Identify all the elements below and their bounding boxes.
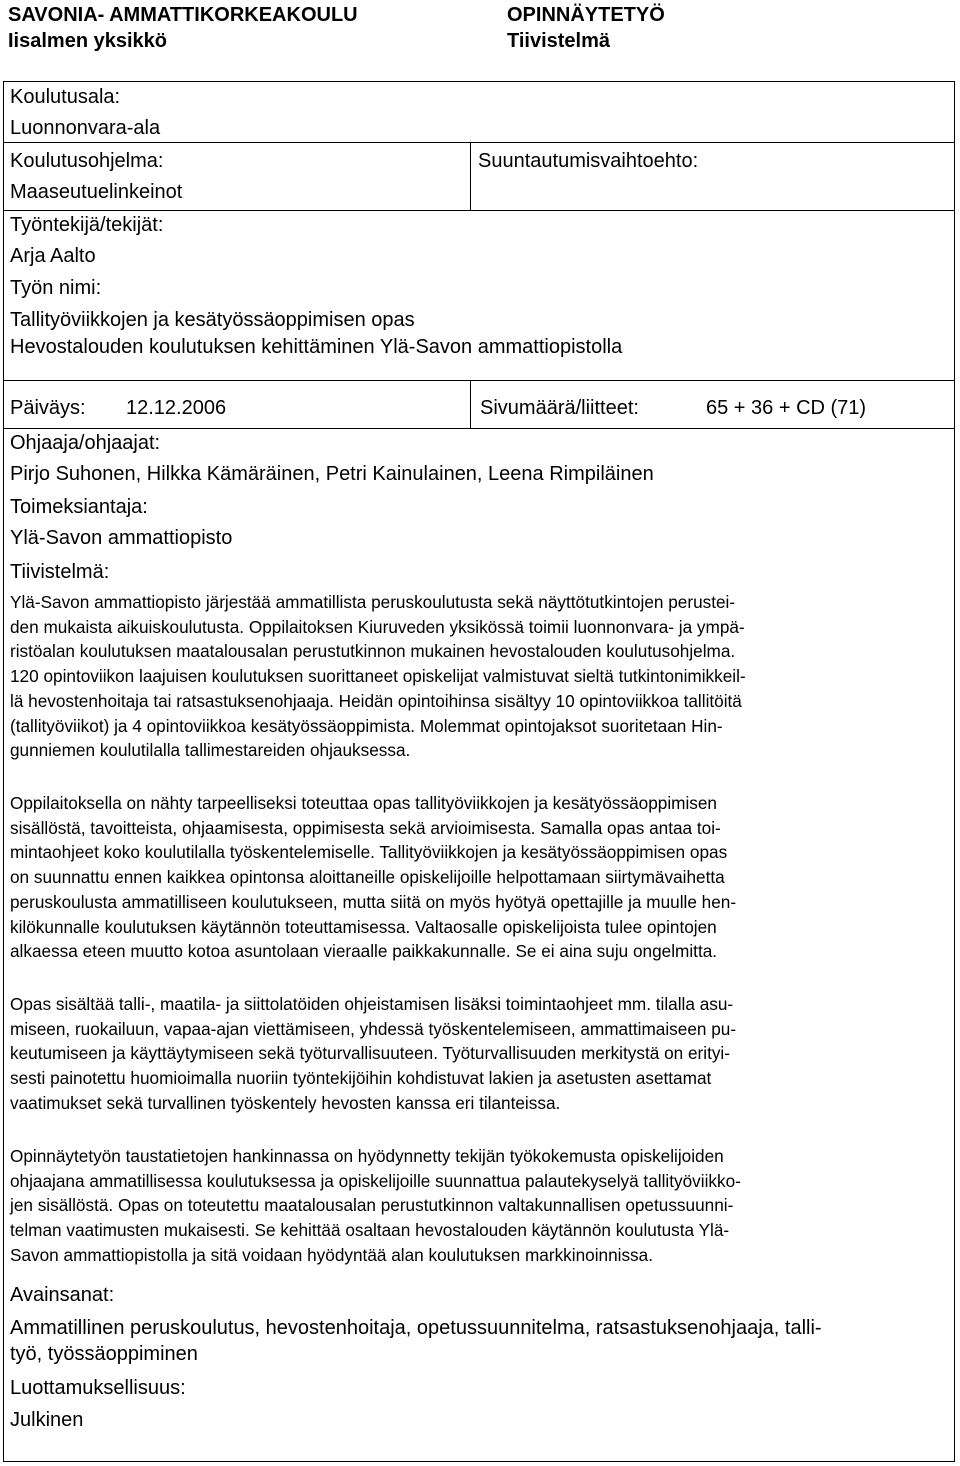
paivays-label: Päiväys: <box>10 397 86 419</box>
koulutusala-value: Luonnonvara-ala <box>10 117 161 139</box>
abstract-paragraph-3 <box>10 992 940 1116</box>
abstract-line: alkaessa eteen muutto kotoa asuntolaan vieraalle paikkakunnalle. Se ei aina suju ongelmitta. <box>10 941 718 962</box>
luottamuksellisuus-value: Julkinen <box>10 1409 84 1431</box>
abstract-paragraph-4 <box>10 1144 940 1268</box>
koulutusohjelma-value: Maaseutuelinkeinot <box>10 181 183 203</box>
avainsanat-line-1: Ammatillinen peruskoulutus, hevostenhoitaja, opetussuunnitelma, ratsastuksenohjaaja, talli- <box>10 1317 822 1339</box>
tyon-nimi-line-2: Hevostalouden koulutuksen kehittäminen Ylä-Savon ammattiopistolla <box>10 336 623 358</box>
abstract-paragraph-1 <box>10 590 940 763</box>
unit-name: Iisalmen yksikkö <box>8 30 167 52</box>
abstract-line: Savon ammattiopistolla ja sitä voidaan hyödyntää alan koulutuksen markkinoinnissa. <box>10 1244 653 1265</box>
tyon-nimi-line-1: Tallityöviikkojen ja kesätyössäoppimisen opas <box>10 309 415 331</box>
abstract-line: 120 opintoviikon laajuisen koulutuksen suorittaneet opiskelijat valmistuvat sieltä tutkintonimikkeil- <box>10 666 746 687</box>
abstract-line: sesti painotettu huomioimalla nuoriin työntekijöihin kohdistuvat lakien ja asetusten asettamat <box>10 1068 712 1089</box>
row-divider-2 <box>4 210 954 211</box>
abstract-line: Opas sisältää talli-, maatila- ja siittolatöiden ohjeistamisen lisäksi toimintaohjeet mm. tilalla asu- <box>10 994 734 1014</box>
abstract-form <box>3 81 955 1462</box>
avainsanat-label: Avainsanat: <box>10 1284 115 1306</box>
school-header <box>8 2 358 54</box>
abstract-line: sisällöstä, tavoitteista, ohjaamisesta, oppimisesta sekä arvioimisesta. Samalla opas antaa toi- <box>10 817 721 838</box>
document-type: OPINNÄYTETYÖ <box>507 4 665 26</box>
abstract-line: Oppilaitoksella on nähty tarpeelliseksi toteuttaa opas tallityöviikkojen ja kesätyössäoppimisen <box>10 793 717 813</box>
abstract-line: den mukaista aikuiskoulutusta. Oppilaitoksen Kiuruveden yksikössä toimii luonnonvara- ja ympä- <box>10 616 745 637</box>
abstract-line: on suunnattu ennen kaikkea opintonsa aloittaneille opiskelijoille helpottamaan siirtymävaihetta <box>10 867 725 888</box>
abstract-line: mintaohjeet koko koulutilalla työskentelemiselle. Tallityöviikkojen ja kesätyössäoppimisen opas <box>10 842 728 863</box>
tiivistelma-label: Tiivistelmä: <box>10 561 110 583</box>
tekijat-label: Työntekijä/tekijät: <box>10 214 164 236</box>
suuntautumisvaihtoehto-label: Suuntautumisvaihtoehto: <box>478 150 699 172</box>
abstract-line: telman vaatimusten mukaisesti. Se kehittää osaltaan hevostalouden käytännön koulutusta Ylä- <box>10 1220 730 1241</box>
toimeksiantaja-label: Toimeksiantaja: <box>10 496 148 518</box>
tyon-nimi-label: Työn nimi: <box>10 277 102 299</box>
abstract-line: Ylä-Savon ammattiopisto järjestää ammatillista peruskoulutusta sekä näyttötutkintojen perustei- <box>10 592 736 612</box>
column-divider-top <box>470 142 471 210</box>
sivumaara-label: Sivumäärä/liitteet: <box>480 397 639 419</box>
abstract-line: vaatimukset sekä turvallinen työskentely hevosten kanssa eri tilanteissa. <box>10 1092 561 1113</box>
ohjaaja-label: Ohjaaja/ohjaajat: <box>10 432 161 454</box>
document-type-header <box>507 2 665 54</box>
abstract-line: peruskoulusta ammatilliseen koulutukseen, mutta siitä on myös hyötyä opettajille ja muulle hen- <box>10 891 737 912</box>
abstract-line: jen sisällöstä. Opas on toteutettu maatalousalan perustutkinnon valtakunnallisen opetussuunni- <box>10 1195 734 1216</box>
avainsanat-line-2: työ, työssäoppiminen <box>10 1343 198 1365</box>
school-name: SAVONIA- AMMATTIKORKEAKOULU <box>8 4 358 26</box>
row-divider-3 <box>4 380 954 381</box>
abstract-line: ohjaajana ammatillisessa koulutuksessa ja opiskelijoille suunnattua palautekyselyä tallityöviikko- <box>10 1170 741 1191</box>
abstract-line: kilökunnalle koulutuksen käytännön toteuttamisessa. Valtaosalle opiskelijoista tulee opintojen <box>10 916 717 937</box>
toimeksiantaja-value: Ylä-Savon ammattiopisto <box>10 527 233 549</box>
row-divider-1 <box>4 142 954 143</box>
abstract-paragraph-2 <box>10 791 940 964</box>
koulutusala-label: Koulutusala: <box>10 86 121 108</box>
abstract-line: keutumiseen ja käyttäytymiseen sekä työturvallisuuteen. Työturvallisuuden merkitystä on erityi- <box>10 1043 730 1064</box>
abstract-line: Opinnäytetyön taustatietojen hankinnassa on hyödynnetty tekijän työkokemusta opiskelijoiden <box>10 1146 724 1166</box>
abstract-line: (tallityöviikot) ja 4 opintoviikkoa kesätyössäoppimista. Molemmat opintojaksot suoritetaan Hin- <box>10 715 723 736</box>
abstract-line: miseen, ruokailuun, vapaa-ajan viettämiseen, yhdessä työskentelemiseen, ammattimaiseen pu- <box>10 1018 737 1039</box>
koulutusohjelma-label: Koulutusohjelma: <box>10 150 164 172</box>
document-subtype: Tiivistelmä <box>507 30 611 52</box>
luottamuksellisuus-label: Luottamuksellisuus: <box>10 1377 186 1399</box>
row-divider-4 <box>4 428 954 429</box>
sivumaara-value: 65 + 36 + CD (71) <box>706 397 867 419</box>
abstract-line: lä hevostenhoitaja tai ratsastuksenohjaaja. Heidän opintoihinsa sisältyy 10 opintoviikkoa tallitöitä <box>10 690 742 711</box>
column-divider-date <box>470 380 471 428</box>
paivays-value: 12.12.2006 <box>126 397 227 419</box>
abstract-line: ristöalan koulutuksen maatalousalan perustutkinnon mukainen hevostalouden koulutusohjelma. <box>10 641 736 662</box>
abstract-line: gunniemen koulutilalla tallimestareiden ohjauksessa. <box>10 740 411 761</box>
tekijat-value: Arja Aalto <box>10 245 96 267</box>
ohjaaja-value: Pirjo Suhonen, Hilkka Kämäräinen, Petri Kainulainen, Leena Rimpiläinen <box>10 463 654 485</box>
